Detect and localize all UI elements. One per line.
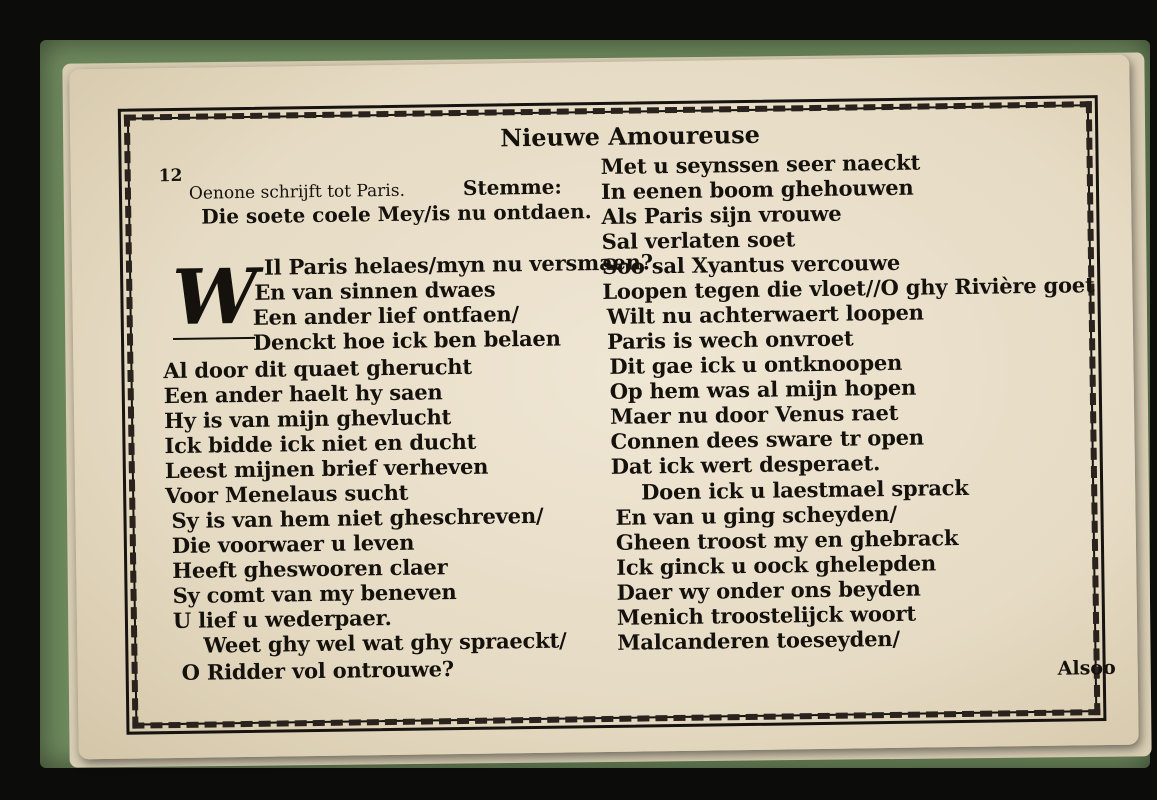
- running-head: Nieuwe Amoureuse: [500, 119, 761, 153]
- verse-line: Ick ginck u oock ghelepden: [616, 550, 937, 580]
- verse-line: Sal verlaten soet: [601, 226, 796, 255]
- verse-line: Doen ick u laestmael sprack: [641, 474, 969, 505]
- verse-line: Leest mijnen brief verheven: [164, 453, 489, 484]
- verse-line: Sy is van hem niet gheschreven/: [171, 502, 544, 534]
- verse-line: Met u seynssen seer naeckt: [600, 149, 921, 180]
- verse-line: Daer wy onder ons beyden: [616, 575, 921, 605]
- verse-line: O Ridder vol ontrouwe?: [181, 656, 455, 685]
- verse-line: Malcanderen toeseyden/: [617, 625, 901, 655]
- verse-line: Dit gae ick u ontknoopen: [609, 349, 903, 379]
- decorated-initial: W: [171, 251, 259, 343]
- verse-line: Soo sal Xyantus vercouwe: [601, 249, 901, 280]
- verse-line: Il Paris helaes/myn nu versmaen?: [263, 249, 654, 280]
- verse-line: Sy comt van my beneven: [172, 579, 457, 609]
- verse-line: Heeft gheswooren claer: [172, 554, 448, 584]
- verse-line: Denckt hoe ick ben belaen: [252, 325, 561, 355]
- verse-line: Op hem was al mijn hopen: [609, 374, 917, 404]
- verse-line: In eenen boom ghehouwen: [600, 174, 914, 205]
- verse-line: U lief u wederpaer.: [172, 604, 392, 634]
- verse-line: Hy is van mijn ghevlucht: [163, 404, 452, 434]
- verse-line: Ick bidde ick niet en ducht: [164, 428, 477, 459]
- tune-name: Die soete coele Mey/is nu ontdaen.: [201, 199, 592, 229]
- verse-line: Connen dees sware tr open: [610, 424, 925, 454]
- verse-line: Paris is wech onvroet: [606, 325, 854, 354]
- verse-line: Maer nu door Venus raet: [609, 399, 899, 429]
- catchword: Alsoo: [1057, 656, 1116, 680]
- verse-line: En van sinnen dwaes: [254, 276, 496, 305]
- verse-line: Menich troostelijck woort: [616, 600, 917, 630]
- tune-label: Stemme:: [462, 174, 562, 200]
- verse-line: Een ander haelt hy saen: [163, 379, 443, 409]
- verse-line: En van u ging scheyden/: [615, 500, 898, 530]
- verse-line: Die voorwaer u leven: [171, 529, 415, 559]
- verse-line: Wilt nu achterwaert loopen: [606, 299, 924, 329]
- page-number: 12: [158, 165, 183, 187]
- book-page: [69, 55, 1139, 760]
- song-heading: Oenone schrijft tot Paris.: [188, 180, 406, 204]
- verse-line: Een ander lief ontfaen/: [252, 301, 520, 330]
- verse-line: Dat ick wert desperaet.: [610, 450, 881, 479]
- verse-line: Als Paris sijn vrouwe: [601, 200, 842, 230]
- verse-line: Al door dit quaet gherucht: [163, 353, 473, 384]
- verse-line: Loopen tegen die vloet//O ghy Rivière goet: [602, 272, 1095, 305]
- verse-line: Weet ghy wel wat ghy spraeckt/: [203, 627, 567, 658]
- verse-line: Voor Menelaus sucht: [165, 479, 409, 509]
- verse-line: Gheen troost my en ghebrack: [615, 525, 959, 555]
